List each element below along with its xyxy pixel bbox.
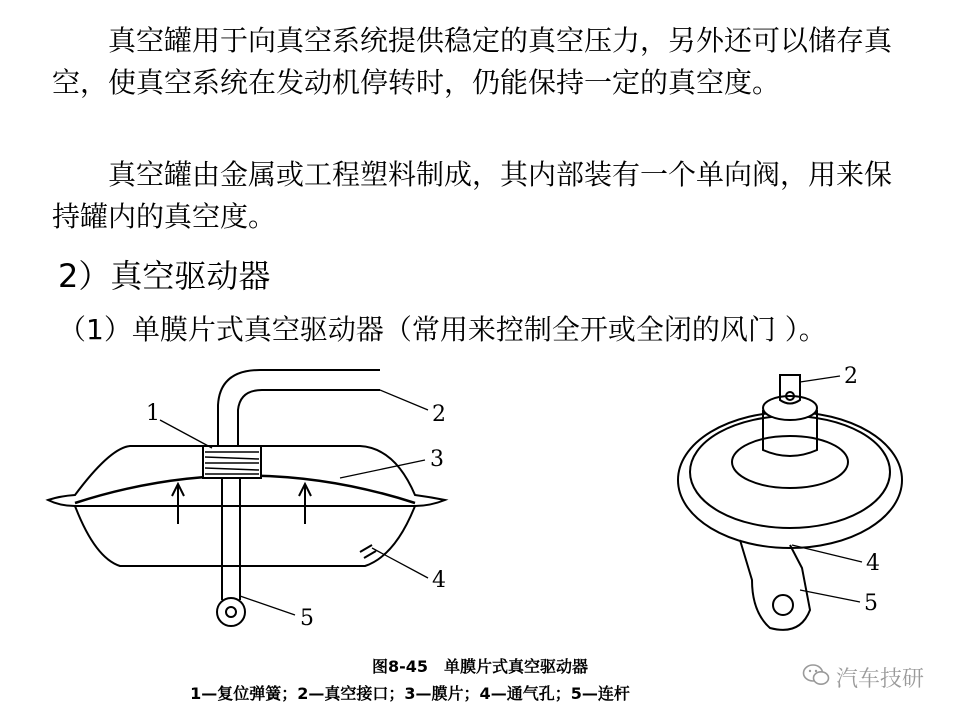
callout-r5: 5 [864,591,878,616]
callout-2: 2 [432,402,446,427]
rod-eye-outer [217,598,245,626]
diaphragm [75,476,415,504]
watermark-text: 汽车技研 [835,667,924,692]
figure-caption-title: 图8-45 单膜片式真空驱动器 [371,657,589,676]
leader-line-r2 [800,376,840,382]
leader-line-3 [340,460,425,478]
vacuum-pipe-outer [218,370,380,446]
wechat-icon [802,663,830,693]
connecting-rod [222,478,240,600]
paragraph-vacuum-tank-purpose: 真空罐用于向真空系统提供稳定的真空压力，另外还可以储存真空，使真空系统在发动机停转时，仍能保持一定的真空度。 [52,24,893,99]
vacuum-pipe-inner [238,390,380,446]
callout-3: 3 [430,447,444,472]
leader-line-5 [240,596,295,615]
section-heading-vacuum-actuator: 2）真空驱动器 [58,257,271,295]
leader-line-1 [160,420,212,448]
leader-line-4 [372,548,428,578]
callout-1: 1 [146,401,160,426]
callout-r4: 4 [866,551,880,576]
pressure-arrow-right [299,484,311,524]
bracket-hole [773,595,793,615]
vent-hole [360,545,376,558]
leader-line-r4 [792,545,862,562]
watermark [802,662,924,693]
sectional-callouts [146,401,446,631]
callout-5: 5 [300,606,314,631]
return-spring-block [203,446,261,478]
paragraph-vacuum-tank-material: 真空罐由金属或工程塑料制成，其内部装有一个单向阀，用来保持罐内的真空度。 [52,158,893,233]
rod-bracket [740,540,810,630]
callout-4: 4 [432,568,446,593]
pressure-arrow-left [172,484,184,524]
subsection-heading-single-diaphragm: （1）单膜片式真空驱动器（常用来控制全开或全闭的风门 ）。 [58,313,827,346]
leader-line-2 [380,390,428,410]
figure-caption-legend: 1—复位弹簧；2—真空接口；3—膜片；4—通气孔；5—连杆 [190,684,630,703]
sectional-diagram [48,370,445,626]
actuator-figure [0,350,960,650]
callout-r2: 2 [844,364,858,389]
